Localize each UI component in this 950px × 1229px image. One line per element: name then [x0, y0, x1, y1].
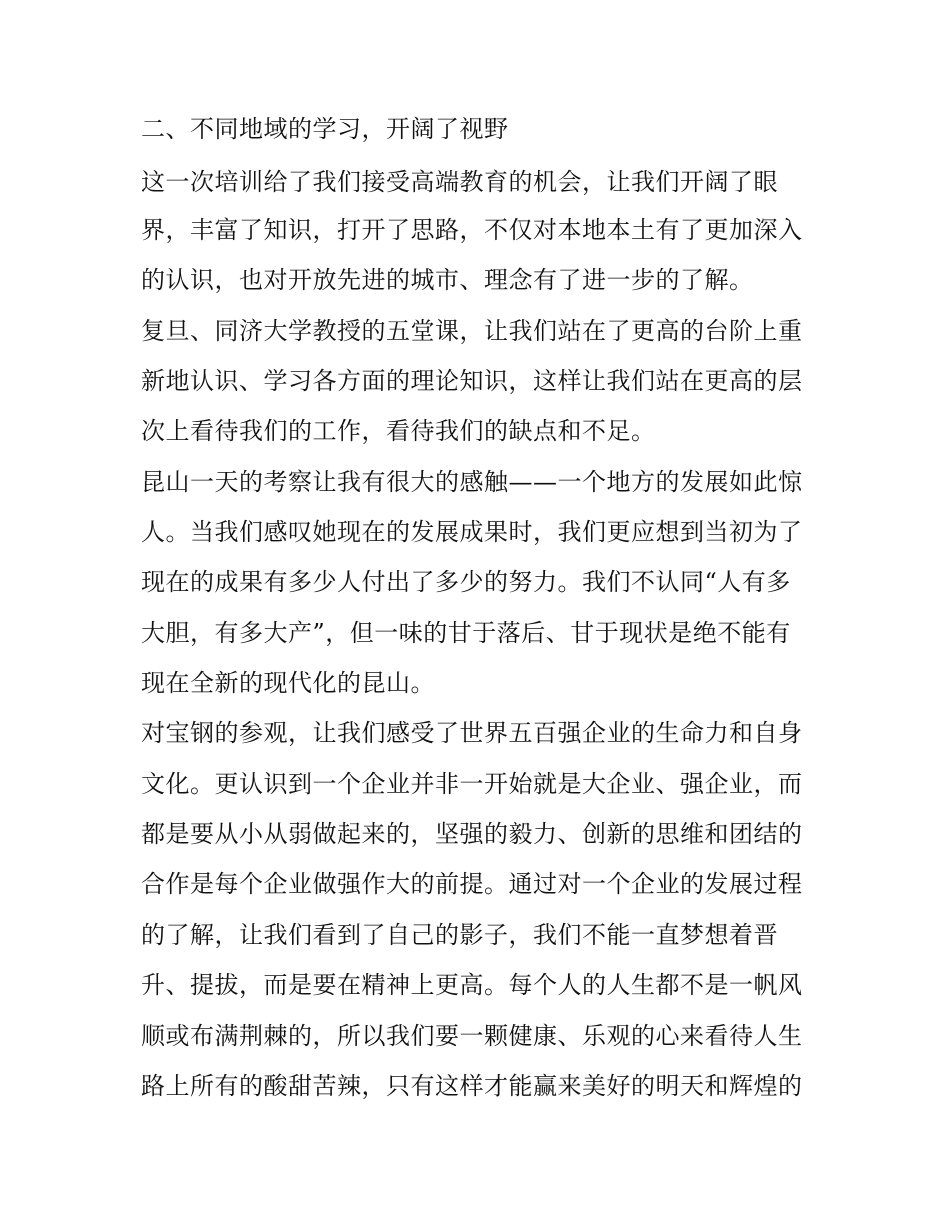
text-line: 升、提拔，而是要在精神上更高。每个人的人生都不是一帆风 — [141, 971, 803, 999]
text-line: 界，丰富了知识，打开了思路，不仅对本地本土有了更加深入 — [141, 216, 803, 244]
text-line: 这一次培训给了我们接受高端教育的机会，让我们开阔了眼 — [141, 168, 778, 196]
text-line: 对宝钢的参观，让我们感受了世界五百强企业的生命力和自身 — [141, 719, 803, 747]
text-line: 现在全新的现代化的昆山。 — [141, 669, 435, 697]
text-line: 人。当我们感叹她现在的发展成果时，我们更应想到当初为了 — [141, 518, 803, 546]
text-line: 顺或布满荆棘的，所以我们要一颗健康、乐观的心来看待人生 — [141, 1022, 803, 1050]
text-line: 复旦、同济大学教授的五堂课，让我们站在了更高的台阶上重 — [141, 317, 803, 345]
text-line: 都是要从小从弱做起来的，坚强的毅力、创新的思维和团结的 — [141, 820, 803, 848]
text-line: 大胆，有多大产”，但一味的甘于落后、甘于现状是绝不能有 — [141, 619, 791, 647]
text-line: 新地认识、学习各方面的理论知识，这样让我们站在更高的层 — [141, 367, 803, 395]
text-line: 的了解，让我们看到了自己的影子，我们不能一直梦想着晋 — [141, 921, 778, 949]
text-line: 现在的成果有多少人付出了多少的努力。我们不认同“人有多 — [141, 568, 791, 596]
text-line: 昆山一天的考察让我有很大的感触——一个地方的发展如此惊 — [141, 468, 803, 496]
section-heading: 二、不同地域的学习，开阔了视野 — [141, 115, 509, 143]
text-line: 的认识，也对开放先进的城市、理念有了进一步的了解。 — [141, 266, 754, 294]
text-line: 路上所有的酸甜苦辣，只有这样才能赢来美好的明天和辉煌的 — [141, 1072, 803, 1100]
text-line: 文化。更认识到一个企业并非一开始就是大企业、强企业，而 — [141, 770, 803, 798]
text-line: 合作是每个企业做强作大的前提。通过对一个企业的发展过程 — [141, 870, 803, 898]
text-line: 次上看待我们的工作，看待我们的缺点和不足。 — [141, 417, 656, 445]
